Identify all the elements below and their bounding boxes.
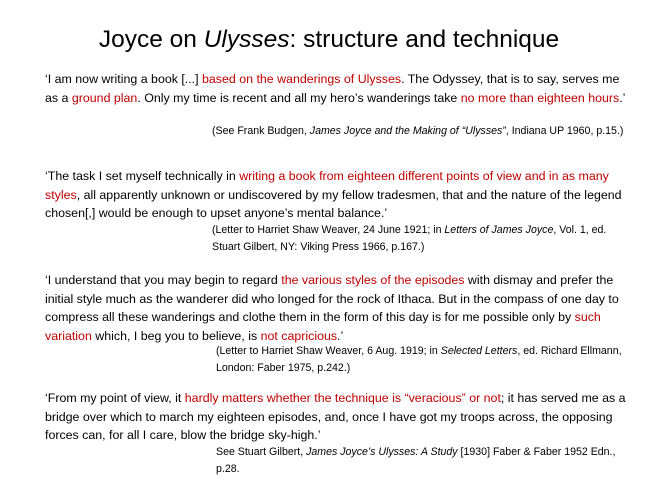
citation-text: , Indiana UP 1960, p.15.) xyxy=(505,125,624,137)
quote-text: ; it has served me as a bridge over which to march my eighteen episodes, and, once I have got my troops across, the opposing forces can, for all I care, blow the bridge sky-high.’ xyxy=(45,391,626,442)
citation-title: James Joyce’s Ulysses: A Study xyxy=(306,446,458,458)
quote-bridge xyxy=(45,389,635,445)
citation-text: (Letter to Harriet Shaw Weaver, 6 Aug. 1919; in xyxy=(216,345,441,357)
quote-highlight: not capricious xyxy=(260,328,338,343)
quote-text: which, I beg you to believe, is xyxy=(91,328,261,343)
quote-highlight: the various styles of the episodes xyxy=(281,273,465,287)
quote-ulysses-ground-plan xyxy=(45,70,635,107)
quote-eighteen-styles xyxy=(45,167,635,223)
quote-text: ‘I understand that you may begin to regard xyxy=(45,273,282,287)
quote-text: . Only my time is recent and all my hero’s wanderings take xyxy=(137,90,461,105)
citation-letters-vol1 xyxy=(212,222,632,255)
quote-text: .’ xyxy=(337,328,344,343)
slide-title xyxy=(0,24,658,56)
citation-selected-letters xyxy=(216,343,636,376)
quote-highlight: writing a book from eighteen different points of view and in as many styles xyxy=(45,169,609,202)
title-italic: Ulysses xyxy=(203,26,290,53)
quote-text: ‘The task I set myself technically in xyxy=(45,169,240,183)
citation-text: See Stuart Gilbert, xyxy=(216,446,307,458)
quote-text: .’ xyxy=(619,90,626,105)
citation-budgen xyxy=(212,123,632,140)
citation-text: [1930] Faber & Faber 1952 Edn., p.28. xyxy=(216,446,616,475)
citation-gilbert xyxy=(216,444,636,477)
quote-highlight: no more than eighteen hours xyxy=(460,90,620,105)
quote-text: ‘I am now writing a book [...] xyxy=(45,72,203,86)
citation-text: (Letter to Harriet Shaw Weaver, 24 June 1921; in xyxy=(212,224,445,236)
quote-highlight: hardly matters whether the technique is “veracious” or not xyxy=(184,391,501,405)
citation-title: James Joyce and the Making of “Ulysses” xyxy=(309,125,506,137)
citation-title: Selected Letters xyxy=(440,345,518,357)
title-suffix: : structure and technique xyxy=(289,26,560,53)
citation-text: , ed. Richard Ellmann, London: Faber 1975, p.242.) xyxy=(216,345,622,374)
quote-highlight: ground plan xyxy=(71,90,138,105)
quote-text: . The Odyssey, that is to say, serves me as a xyxy=(45,72,620,105)
title-prefix: Joyce on xyxy=(98,26,204,53)
quote-text: , all apparently unknown or undiscovered by my fellow tradesmen, that and the nature of the legend chosen[,] would be enough to upset anyone’s mental balance.’ xyxy=(45,187,622,220)
quote-text: with dismay and prefer the initial style much as the wanderer did who longed for the rock of Ithaca. But in the compass of one day to compress all these wanderings and clothe them in the form of this day is for me possible only by xyxy=(45,273,619,324)
citation-text: , Vol. 1, ed. Stuart Gilbert, NY: Viking Press 1966, p.167.) xyxy=(212,224,607,253)
quote-highlight: such variation xyxy=(45,310,601,343)
citation-text: (See Frank Budgen, xyxy=(212,125,310,137)
quote-various-styles xyxy=(45,271,640,345)
quote-highlight: based on the wanderings of Ulysses xyxy=(202,72,402,86)
quote-text: ‘From my point of view, it xyxy=(45,391,185,405)
citation-title: Letters of James Joyce xyxy=(444,224,554,236)
